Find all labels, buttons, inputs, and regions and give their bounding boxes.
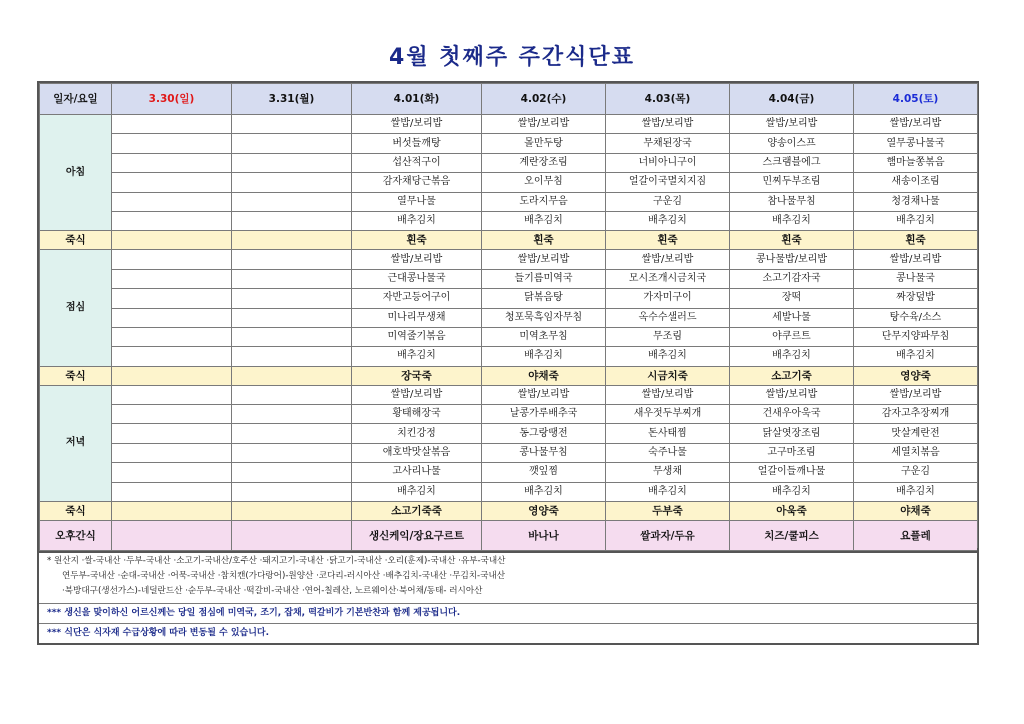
menu-item: 생신케익/장요구르트 [352, 521, 482, 551]
menu-item [232, 192, 352, 211]
menu-item: 새송이조림 [854, 173, 978, 192]
menu-item: 배추김치 [482, 211, 606, 230]
menu-item [112, 521, 232, 551]
menu-item: 배추김치 [606, 211, 730, 230]
dinner-row [40, 405, 978, 424]
menu-item: 치킨강정 [352, 424, 482, 443]
menu-item: 쌀밥/보리밥 [482, 115, 606, 134]
porridge3-label: 죽식 [40, 502, 112, 521]
menu-item: 흰죽 [854, 231, 978, 250]
menu-item [112, 211, 232, 230]
menu-item: 고구마조림 [730, 443, 854, 462]
menu-item: 짜장덮밥 [854, 289, 978, 308]
menu-item [232, 463, 352, 482]
menu-item: 쌀밥/보리밥 [352, 115, 482, 134]
menu-item [112, 173, 232, 192]
breakfast-row [40, 173, 978, 192]
origin-line: 연두부-국내산 ·순대-국내산 ·어묵-국내산 ·참치캔(가다랑어)-원양산 ·코다리-러시아산 ·배추김치-국내산 ·무김치-국내산 [62, 571, 506, 581]
header-row [40, 84, 978, 115]
menu-item: 열무콩나물국 [854, 134, 978, 153]
menu-item: 애호박맛살볶음 [352, 443, 482, 462]
menu-item: 너비아니구이 [606, 153, 730, 172]
menu-item [232, 327, 352, 346]
menu-item: 구운김 [606, 192, 730, 211]
menu-item: 자반고등어구이 [352, 289, 482, 308]
menu-item: 시금치죽 [606, 366, 730, 385]
menu-item [232, 443, 352, 462]
menu-item: 동그랑땡전 [482, 424, 606, 443]
origin-info [39, 548, 977, 604]
menu-item: 쌀밥/보리밥 [606, 250, 730, 269]
menu-item [112, 482, 232, 501]
menu-item: 오이무침 [482, 173, 606, 192]
day-header: 3.30(일) [112, 84, 232, 115]
menu-item [112, 405, 232, 424]
menu-item: 옥수수샐러드 [606, 308, 730, 327]
menu-item [112, 269, 232, 288]
lunch-label: 점심 [40, 250, 112, 366]
birthday-notice: *** 생신을 맞이하신 어르신께는 당일 점심에 미역국, 조기, 잡채, 떡갈비가 기본반찬과 함께 제공됩니다. [47, 608, 461, 618]
lunch-row [40, 250, 978, 269]
porridge2-row [40, 366, 978, 385]
menu-item: 숙주나물 [606, 443, 730, 462]
menu-item: 날콩가루배추국 [482, 405, 606, 424]
menu-item: 배추김치 [730, 347, 854, 366]
menu-item: 근대콩나물국 [352, 269, 482, 288]
menu-item [112, 443, 232, 462]
breakfast-row [40, 192, 978, 211]
menu-item: 배추김치 [730, 211, 854, 230]
menu-item: 쌀밥/보리밥 [606, 385, 730, 404]
menu-item: 계란장조림 [482, 153, 606, 172]
menu-item: 얼갈이들깨나물 [730, 463, 854, 482]
porridge3-row [40, 502, 978, 521]
header-corner: 일자/요일 [40, 84, 112, 115]
menu-item: 건새우아욱국 [730, 405, 854, 424]
menu-item: 섭산적구이 [352, 153, 482, 172]
menu-item: 미역줄기볶음 [352, 327, 482, 346]
menu-item: 닭볶음탕 [482, 289, 606, 308]
menu-item [232, 405, 352, 424]
menu-item: 감자채당근볶음 [352, 173, 482, 192]
menu-item [112, 463, 232, 482]
menu-item [232, 482, 352, 501]
menu-item: 배추김치 [854, 211, 978, 230]
menu-item: 몰만두탕 [482, 134, 606, 153]
menu-item: 쌀밥/보리밥 [730, 115, 854, 134]
menu-item: 가자미구이 [606, 289, 730, 308]
menu-item: 황태해장국 [352, 405, 482, 424]
menu-item [232, 173, 352, 192]
menu-item [232, 211, 352, 230]
lunch-row [40, 327, 978, 346]
menu-item [232, 134, 352, 153]
lunch-row [40, 289, 978, 308]
menu-item: 치즈/쿨피스 [730, 521, 854, 551]
menu-item [112, 289, 232, 308]
weekly-menu-table [39, 83, 978, 551]
menu-item: 깻잎찜 [482, 463, 606, 482]
menu-item [112, 502, 232, 521]
menu-item [112, 192, 232, 211]
menu-item [112, 231, 232, 250]
menu-item: 고사리나물 [352, 463, 482, 482]
menu-item [232, 502, 352, 521]
snack-row [40, 521, 978, 551]
menu-item: 미나리무생채 [352, 308, 482, 327]
page-title: 4월 첫째주 주간식단표 [389, 45, 635, 70]
menu-item: 미역초무침 [482, 327, 606, 346]
breakfast-label: 아침 [40, 115, 112, 231]
menu-item: 배추김치 [482, 482, 606, 501]
day-header: 4.03(목) [606, 84, 730, 115]
menu-item: 쌀밥/보리밥 [482, 250, 606, 269]
menu-item: 콩나물국 [854, 269, 978, 288]
menu-item: 바나나 [482, 521, 606, 551]
menu-item: 콩나물밥/보리밥 [730, 250, 854, 269]
menu-item: 배추김치 [606, 482, 730, 501]
menu-item: 야채죽 [854, 502, 978, 521]
menu-item: 쌀밥/보리밥 [352, 385, 482, 404]
menu-item: 배추김치 [606, 347, 730, 366]
menu-item: 야쿠르트 [730, 327, 854, 346]
menu-item: 돈사태찜 [606, 424, 730, 443]
menu-item: 닭살엿장조림 [730, 424, 854, 443]
menu-item [112, 308, 232, 327]
menu-item: 세열치볶음 [854, 443, 978, 462]
lunch-row [40, 347, 978, 366]
lunch-row [40, 308, 978, 327]
menu-item: 배추김치 [730, 482, 854, 501]
menu-item: 열무나물 [352, 192, 482, 211]
menu-item [112, 347, 232, 366]
menu-item [112, 115, 232, 134]
menu-item: 양송이스프 [730, 134, 854, 153]
change-notice: *** 식단은 식자재 수급상황에 따라 변동될 수 있습니다. [39, 623, 977, 643]
menu-item [232, 153, 352, 172]
day-header: 4.05(토) [854, 84, 978, 115]
lunch-row [40, 269, 978, 288]
notes-section [37, 548, 979, 645]
menu-item [232, 308, 352, 327]
menu-item: 쌀밥/보리밥 [854, 385, 978, 404]
dinner-row [40, 463, 978, 482]
menu-item [232, 115, 352, 134]
menu-item: 새우젓두부찌개 [606, 405, 730, 424]
menu-item: 무조림 [606, 327, 730, 346]
menu-item: 맛살계란전 [854, 424, 978, 443]
origin-line: * 원산지 ·쌀-국내산 ·두부-국내산 ·소고기-국내산/호주산 ·돼지고기-국내산 ·닭고기-국내산 ·오리(훈제)-국내산 ·유부-국내산 [47, 556, 506, 566]
menu-item [112, 153, 232, 172]
breakfast-row [40, 153, 978, 172]
snack-label: 오후간식 [40, 521, 112, 551]
menu-item: 배추김치 [854, 482, 978, 501]
menu-item: 무생채 [606, 463, 730, 482]
menu-item: 배추김치 [854, 347, 978, 366]
menu-item [232, 269, 352, 288]
menu-item: 들기름미역국 [482, 269, 606, 288]
menu-item: 영양죽 [482, 502, 606, 521]
menu-item: 소고기죽 [730, 366, 854, 385]
menu-item: 아욱죽 [730, 502, 854, 521]
menu-item: 청경채나물 [854, 192, 978, 211]
menu-item: 참나물무침 [730, 192, 854, 211]
menu-item: 흰죽 [730, 231, 854, 250]
breakfast-row [40, 115, 978, 134]
menu-item: 소고기감자국 [730, 269, 854, 288]
breakfast-row [40, 134, 978, 153]
day-header: 4.02(수) [482, 84, 606, 115]
menu-item: 흰죽 [352, 231, 482, 250]
menu-item [232, 347, 352, 366]
menu-item: 쌀밥/보리밥 [730, 385, 854, 404]
menu-item: 배추김치 [352, 347, 482, 366]
menu-item: 쌀밥/보리밥 [482, 385, 606, 404]
menu-item [112, 424, 232, 443]
menu-item: 스크램블에그 [730, 153, 854, 172]
menu-item [232, 424, 352, 443]
menu-item [112, 366, 232, 385]
menu-item: 배추김치 [352, 211, 482, 230]
dinner-row [40, 482, 978, 501]
menu-table-frame [37, 81, 979, 553]
menu-item: 쌀밥/보리밥 [606, 115, 730, 134]
menu-item: 장떡 [730, 289, 854, 308]
menu-item: 배추김치 [482, 347, 606, 366]
menu-item [232, 385, 352, 404]
menu-item: 장국죽 [352, 366, 482, 385]
menu-item: 배추김치 [352, 482, 482, 501]
menu-item: 흰죽 [606, 231, 730, 250]
dinner-row [40, 424, 978, 443]
menu-item: 쌀과자/두유 [606, 521, 730, 551]
menu-item: 야채죽 [482, 366, 606, 385]
menu-item: 쌀밥/보리밥 [352, 250, 482, 269]
menu-item: 무채된장국 [606, 134, 730, 153]
porridge2-label: 죽식 [40, 366, 112, 385]
menu-item [232, 366, 352, 385]
day-header: 4.04(금) [730, 84, 854, 115]
menu-item: 요플레 [854, 521, 978, 551]
menu-item [112, 327, 232, 346]
day-header: 3.31(월) [232, 84, 352, 115]
menu-item: 얼갈이국멸치지짐 [606, 173, 730, 192]
menu-item: 햄마늘쫑볶음 [854, 153, 978, 172]
menu-item [112, 385, 232, 404]
menu-item [232, 250, 352, 269]
menu-item: 도라지무음 [482, 192, 606, 211]
menu-item: 버섯들깨탕 [352, 134, 482, 153]
dinner-row [40, 443, 978, 462]
menu-item: 영양죽 [854, 366, 978, 385]
menu-item: 탕수육/소스 [854, 308, 978, 327]
menu-item: 세발나물 [730, 308, 854, 327]
dinner-label: 저녁 [40, 385, 112, 501]
menu-item: 두부죽 [606, 502, 730, 521]
origin-line: ·북방대구(생선가스)-네덜란드산 ·순두부-국내산 ·떡갈비-국내산 ·연어-칠레산, 노르웨이산·북어채/동태- 러시아산 [62, 586, 483, 596]
menu-item [232, 289, 352, 308]
menu-item: 구운김 [854, 463, 978, 482]
day-header: 4.01(화) [352, 84, 482, 115]
menu-item: 쌀밥/보리밥 [854, 115, 978, 134]
menu-item [232, 231, 352, 250]
menu-item [232, 521, 352, 551]
menu-item: 모시조개시금치국 [606, 269, 730, 288]
porridge1-label: 죽식 [40, 231, 112, 250]
dinner-row [40, 385, 978, 404]
menu-item: 콩나물무침 [482, 443, 606, 462]
breakfast-row [40, 211, 978, 230]
menu-item: 민찌두부조림 [730, 173, 854, 192]
menu-item: 청포묵흑임자무침 [482, 308, 606, 327]
menu-item: 감자고추장찌개 [854, 405, 978, 424]
menu-item [112, 250, 232, 269]
menu-item: 쌀밥/보리밥 [854, 250, 978, 269]
menu-item: 단무지양파무침 [854, 327, 978, 346]
menu-item: 흰죽 [482, 231, 606, 250]
menu-item [112, 134, 232, 153]
menu-item: 소고기죽죽 [352, 502, 482, 521]
porridge1-row [40, 231, 978, 250]
